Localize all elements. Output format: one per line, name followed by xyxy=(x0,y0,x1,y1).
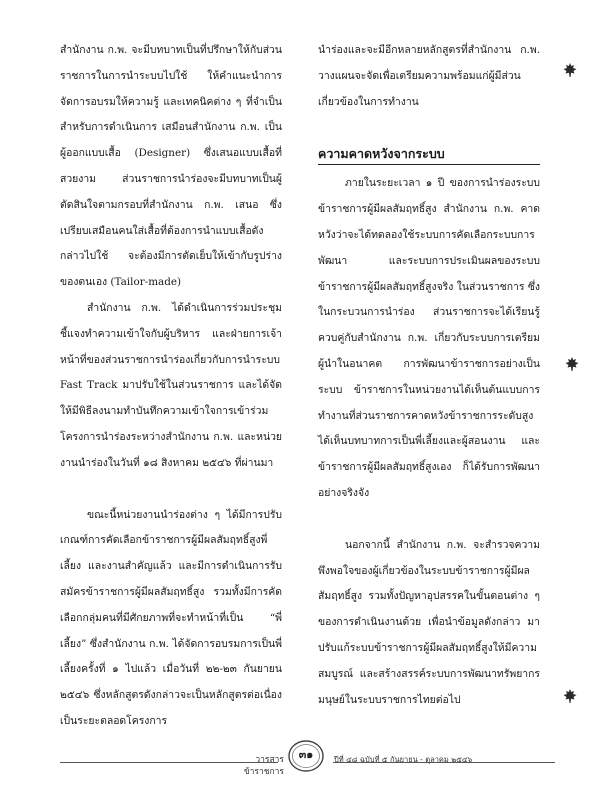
left-column xyxy=(60,38,282,735)
journal-title: วารสารข้าราชการ xyxy=(243,755,284,777)
issue-info: ปีที่ ๔๘ ฉบับที่ ๕ กันยายน - ตุลาคม ๒๕๔๖ xyxy=(334,755,473,764)
left-paragraph-2: สำนักงาน ก.พ. ได้ดำเนินการร่วมประชุมชี้แจงทำความเข้าใจกับผู้บริหาร และฝ่ายการเจ้าหน้าที่ของส่วนราชการนำร่องเกี่ยวกับการนำระบบ Fast Track มาปรับใช้ในส่วนราชการ และได้จัดให้มีพิธีลงนามทำบันทึกความเข้าใจการเข้าร่วมโครงการนำร่องระหว่างสำนักงาน ก.พ. และหน่วยงานนำร่องในวันที่ ๑๘ สิงหาคม ๒๕๔๖ ที่ผ่านมา xyxy=(60,301,282,469)
right-paragraph-continuation: นำร่องและจะมีอีกหลายหลักสูตรที่สำนักงาน ก.พ. วางแผนจะจัดเพื่อเตรียมความพร้อมแก่ผู้มีส่วนเกี่ยวข้องในการทำงาน xyxy=(318,44,540,108)
maple-leaf-icon xyxy=(565,357,579,371)
right-paragraph-2: นอกจากนี้ สำนักงาน ก.พ. จะสำรวจความพึงพอใจของผู้เกี่ยวข้องในระบบข้าราชการผู้มีผลสัมฤทธิ์สูง รวมทั้งปัญหาอุปสรรคในขั้นตอนต่าง ๆ ของการดำเนินงานด้วย เพื่อนำข้อมูลดังกล่าว มาปรับแก้ระบบข้าราชการผู้มีผลสัมฤทธิ์สูงให้มีความสมบูรณ์ และสร้างสรรค์ระบบการพัฒนาทรัพยากรมนุษย์ในระบบราชการไทยต่อไป xyxy=(318,538,540,706)
page-footer xyxy=(0,738,612,778)
left-paragraph-3: ขณะนี้หน่วยงานนำร่องต่าง ๆ ได้มีการปรับเกณฑ์การคัดเลือกข้าราชการผู้มีผลสัมฤทธิ์สูงพี่เลี้ยง และงานสำคัญแล้ว และมีการดำเนินการรับสมัครข้าราชการผู้มีผลสัมฤทธิ์สูง รวมทั้งมีการคัดเลือกกลุ่มคนที่มีศักยภาพที่จะทำหน้าที่เป็น “พี่เลี้ยง” ซึ่งสำนักงาน ก.พ. ได้จัดการอบรมการเป็นพี่เลี้ยงครั้งที่ ๑ ไปแล้ว เมื่อวันที่ ๒๒-๒๓ กันยายน ๒๕๔๖ ซึ่งหลักสูตรดังกล่าวจะเป็นหลักสูตรต่อเนื่องเป็นระยะตลอดโครงการ xyxy=(60,508,282,727)
left-paragraph-1: สำนักงาน ก.พ. จะมีบทบาทเป็นที่ปรึกษาให้กับส่วนราชการในการนำระบบไปใช้ ให้คำแนะนำการจัดการอบรมให้ความรู้ และเทคนิคต่าง ๆ ที่จำเป็นสำหรับการดำเนินการ เสมือนสำนักงาน ก.พ. เป็นผู้ออกแบบเสื้อ (Designer) ซึ่งเสนอแบบเสื้อที่สวยงาม ส่วนราชการนำร่องจะมีบทบาทเป็นผู้ตัดสินใจตามกรอบที่สำนักงาน ก.พ. เสนอ ซึ่งเปรียบเสมือนคนใส่เสื้อที่ต้องการนำแบบเสื้อดังกล่าวไปใช้ จะต้องมีการตัดเย็บให้เข้ากับรูปร่างของตนเอง (Tailor-made) xyxy=(60,44,282,289)
right-column xyxy=(318,38,540,713)
section-heading: ความคาดหวังจากระบบ xyxy=(318,145,540,165)
page-number: ๓๑ xyxy=(298,748,314,761)
page-number-badge xyxy=(286,739,326,773)
maple-leaf-icon xyxy=(563,689,577,703)
maple-leaf-icon xyxy=(563,63,577,77)
right-paragraph-1: ภายในระยะเวลา ๑ ปี ของการนำร่องระบบข้าราชการผู้มีผลสัมฤทธิ์สูง สำนักงาน ก.พ. คาดหวังว่าจะได้ทดลองใช้ระบบการคัดเลือกระบบการพัฒนา และระบบการประเมินผลของระบบข้าราชการผู้มีผลสัมฤทธิ์สูงจริง ในส่วนราชการ ซึ่งในกระบวนการนำร่อง ส่วนราชการจะได้เรียนรู้ควบคู่กับสำนักงาน ก.พ. เกี่ยวกับระบบการเตรียมผู้นำในอนาคต การพัฒนาข้าราชการอย่างเป็นระบบ ข้าราชการในหน่วยงานได้เห็นต้นแบบการทำงานที่ส่วนราชการคาดหวังข้าราชการระดับสูงได้เห็นบทบาทการเป็นพี่เลี้ยงและผู้สอนงาน และข้าราชการผู้มีผลสัมฤทธิ์สูงเอง ก็ได้รับการพัฒนาอย่างจริงจัง xyxy=(318,177,540,499)
